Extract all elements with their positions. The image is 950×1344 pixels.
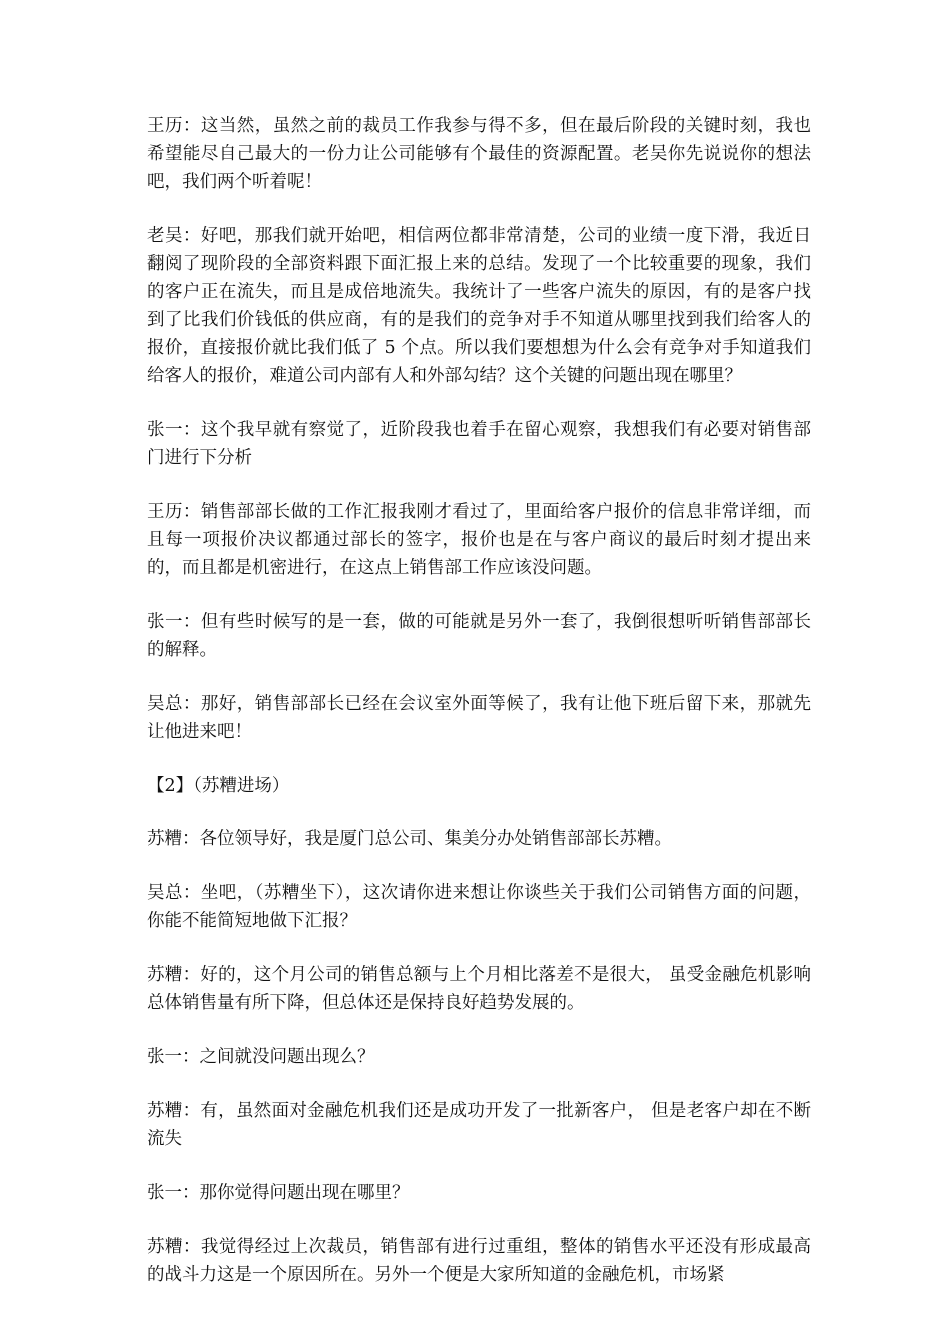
document-page xyxy=(147,112,811,1315)
dialogue-paragraph: 老吴：好吧，那我们就开始吧，相信两位都非常清楚，公司的业绩一度下滑，我近日翻阅了现阶段的全部资料跟下面汇报上来的总结。发现了一个比较重要的现象，我们的客户正在流失，而且是成倍地流失。我统计了一些客户流失的原因，有的是客户找到了比我们价钱低的供应商，有的是我们的竞争对手不知道从哪里找到我们给客人的报价，直接报价就比我们低了 5 个点。所以我们要想想为什么会有竞争对手知道我们给客人的报价，难道公司内部有人和外部勾结？这个关键的问题出现在哪里？ xyxy=(147,226,811,386)
dialogue-paragraph: 张一：那你觉得问题出现在哪里？ xyxy=(147,1183,410,1203)
dialogue-paragraph: 张一：但有些时候写的是一套，做的可能就是另外一套了，我倒很想听听销售部部长的解释。 xyxy=(147,612,811,660)
dialogue-paragraph: 吴总：那好，销售部部长已经在会议室外面等候了，我有让他下班后留下来，那就先让他进来吧！ xyxy=(147,694,811,742)
dialogue-paragraph: 苏糟：我觉得经过上次裁员，销售部有进行过重组，整体的销售水平还没有形成最高的战斗力这是一个原因所在。另外一个便是大家所知道的金融危机，市场紧 xyxy=(147,1237,811,1285)
dialogue-paragraph: 张一：之间就没问题出现么？ xyxy=(147,1047,375,1067)
dialogue-paragraph: 张一：这个我早就有察觉了，近阶段我也着手在留心观察，我想我们有必要对销售部门进行下分析 xyxy=(147,420,811,468)
scene-heading: 【2】（苏糟进场） xyxy=(147,776,290,796)
dialogue-paragraph: 苏糟：好的，这个月公司的销售总额与上个月相比落差不是很大， 虽受金融危机影响总体销售量有所下降，但总体还是保持良好趋势发展的。 xyxy=(147,965,811,1013)
dialogue-paragraph: 吴总：坐吧，（苏糟坐下），这次请你进来想让你谈些关于我们公司销售方面的问题，你能不能简短地做下汇报？ xyxy=(147,883,811,931)
dialogue-paragraph: 苏糟：各位领导好，我是厦门总公司、集美分办处销售部部长苏糟。 xyxy=(147,829,672,849)
dialogue-paragraph: 王历：这当然，虽然之前的裁员工作我参与得不多，但在最后阶段的关键时刻，我也希望能尽自己最大的一份力让公司能够有个最佳的资源配置。老吴你先说说你的想法吧，我们两个听着呢！ xyxy=(147,116,811,192)
dialogue-paragraph: 苏糟：有，虽然面对金融危机我们还是成功开发了一批新客户， 但是老客户却在不断流失 xyxy=(147,1101,811,1149)
dialogue-paragraph: 王历：销售部部长做的工作汇报我刚才看过了，里面给客户报价的信息非常详细，而且每一项报价决议都通过部长的签字，报价也是在与客户商议的最后时刻才提出来的，而且都是机密进行，在这点上销售部工作应该没问题。 xyxy=(147,502,811,578)
